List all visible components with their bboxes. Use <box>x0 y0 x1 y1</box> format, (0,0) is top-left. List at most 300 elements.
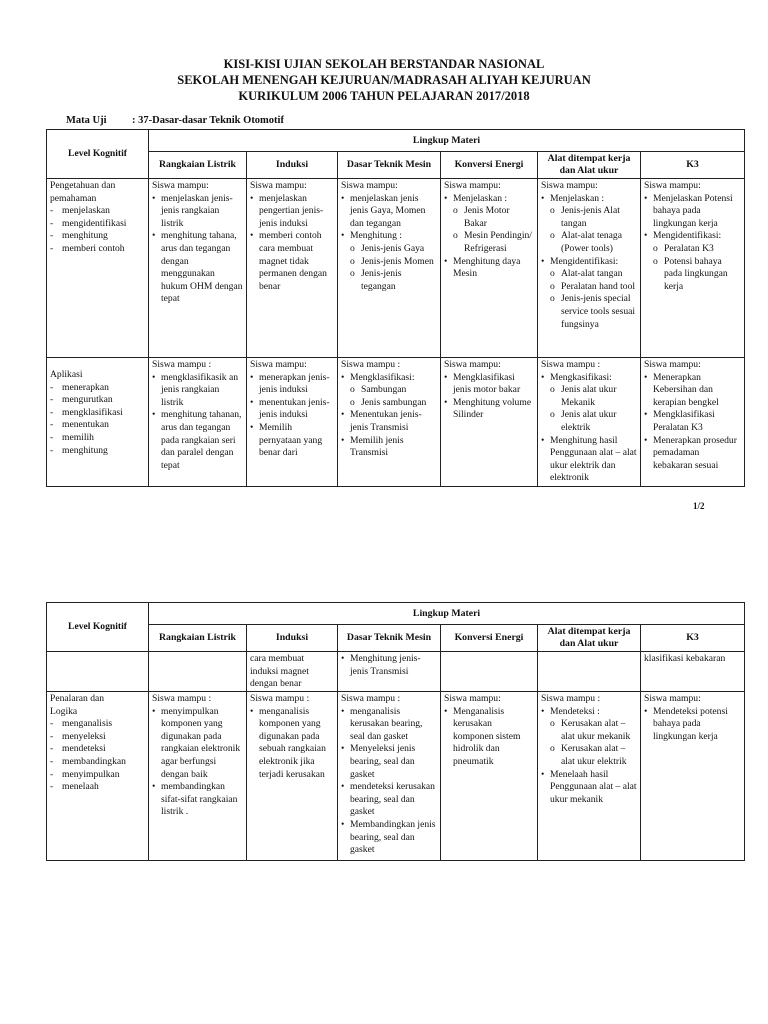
item-text: mendeteksi <box>62 743 106 755</box>
dash-icon: - <box>50 718 54 730</box>
bullet-icon: • <box>341 371 345 383</box>
col-header-rangkaian-listrik: Rangkaian Listrik <box>149 625 247 652</box>
circle-bullet-icon: o <box>550 718 555 730</box>
bullet-icon: • <box>644 371 648 383</box>
bullet-item <box>444 372 534 397</box>
item-text: Menganalisis kerusakan komponen sistem hidrolik dan pneumatik <box>453 705 521 767</box>
level-kognitif-header: Level Kognitif <box>47 130 149 179</box>
content-cell <box>441 358 538 487</box>
sub-item <box>541 743 637 768</box>
content-cell <box>538 179 641 358</box>
item-text: membandingkan sifat-sifat rangkaian listrik . <box>161 781 238 818</box>
item-text: menerapkan <box>62 381 109 393</box>
item-text: memberi contoh <box>62 242 125 254</box>
item-text: Potensi bahaya pada lingkungan kerja <box>664 255 728 292</box>
lingkup-materi-header: Lingkup Materi <box>149 130 745 152</box>
bullet-item <box>341 706 437 744</box>
cell-text: Siswa mampu: <box>444 359 501 370</box>
doc-title-line-2: SEKOLAH MENENGAH KEJURUAN/MADRASAH ALIYAH KEJURUAN <box>177 73 591 87</box>
col-header-alat-ukur: Alat ditempat kerja dan Alat ukur <box>538 625 641 652</box>
col-header-dasar-teknik-mesin: Dasar Teknik Mesin <box>338 152 441 179</box>
bullet-item <box>250 193 334 231</box>
level-cell <box>47 179 149 358</box>
item-text: Menentukan jenis-jenis Transmisi <box>350 409 422 433</box>
sub-item <box>444 205 534 230</box>
subject-line <box>66 115 284 126</box>
item-text: mengklasifikasik an jenis rangkaian listrik <box>161 371 238 408</box>
item-text: mengklasifikasi <box>62 406 123 418</box>
bullet-item <box>541 372 637 385</box>
bullet-item <box>444 193 534 206</box>
bullet-icon: • <box>644 434 648 446</box>
bullet-icon: • <box>341 192 345 204</box>
item-text: menelaah <box>62 781 99 793</box>
item-text: Menghitung daya Mesin <box>453 255 521 280</box>
bullet-icon: • <box>250 192 254 204</box>
sub-item <box>644 243 741 256</box>
dash-icon: - <box>50 205 54 217</box>
item-text: Menghitung volume Silinder <box>453 396 532 421</box>
cell-text: Siswa mampu: <box>644 693 701 704</box>
bullet-icon: • <box>444 192 448 204</box>
sub-item <box>341 268 437 293</box>
content-cell <box>338 179 441 358</box>
bullet-item <box>541 435 637 485</box>
level-kognitif-header: Level Kognitif <box>47 603 149 652</box>
bullet-icon: • <box>644 230 648 242</box>
dash-icon: - <box>50 743 54 755</box>
item-text: Mengidentifikasi: <box>653 230 722 242</box>
bullet-icon: • <box>341 781 345 793</box>
item-text: mengidentifikasi <box>62 217 127 229</box>
item-text: Membandingkan jenis bearing, seal dan gasket <box>350 818 436 856</box>
circle-bullet-icon: o <box>550 384 555 396</box>
circle-bullet-icon: o <box>350 396 355 408</box>
dash-item <box>50 205 145 218</box>
dash-item <box>50 432 145 445</box>
dash-icon: - <box>50 217 54 229</box>
dash-icon: - <box>50 242 54 254</box>
bullet-icon: • <box>152 230 156 242</box>
subject-value: : 37-Dasar-dasar Teknik Otomotif <box>132 115 284 126</box>
item-text: membandingkan <box>62 755 126 767</box>
cell-text: Siswa mampu : <box>250 693 310 704</box>
bullet-item <box>541 193 637 206</box>
sub-item <box>541 718 637 743</box>
sub-item <box>341 243 437 256</box>
item-text: Jenis Motor Bakar <box>464 205 510 229</box>
item-text: Menerapkan Kebersihan dan kerapian bengkel <box>653 371 719 408</box>
cell-text: Siswa mampu : <box>541 693 601 704</box>
bullet-icon: • <box>250 421 254 433</box>
item-text: menentukan <box>62 419 109 431</box>
item-text: menerapkan jenis-jenis induksi <box>259 371 330 396</box>
dash-item <box>50 769 145 782</box>
circle-bullet-icon: o <box>350 384 355 396</box>
bullet-icon: • <box>541 434 545 446</box>
bullet-icon: • <box>152 192 156 204</box>
bullet-icon: • <box>644 192 648 204</box>
item-text: menyeleksi <box>62 730 106 742</box>
item-text: menghitung <box>62 444 108 456</box>
item-text: Jenis alat ukur elektrik <box>561 409 617 433</box>
content-cell <box>538 652 641 692</box>
bullet-item <box>341 819 437 857</box>
item-text: menyimpulkan komponen yang digunakan pada rangkaian elektronik agar berfungsi dengan baik <box>161 705 241 780</box>
cell-text: Siswa mampu: <box>152 180 209 191</box>
bullet-icon: • <box>341 434 345 446</box>
col-header-dasar-teknik-mesin: Dasar Teknik Mesin <box>338 625 441 652</box>
dash-item <box>50 718 145 731</box>
col-header-k3: K3 <box>641 625 745 652</box>
bullet-icon: • <box>341 230 345 242</box>
col-header-alat-ukur: Alat ditempat kerja dan Alat ukur <box>538 152 641 179</box>
sub-item <box>541 293 637 331</box>
item-text: Mengkasifikasi: <box>550 371 612 383</box>
bullet-icon: • <box>541 192 545 204</box>
item-text: menjelaskan pengertian jenis-jenis induksi <box>259 192 324 229</box>
bullet-item <box>644 230 741 243</box>
item-text: menjelaskan <box>62 205 110 217</box>
bullet-item <box>250 397 334 422</box>
content-cell <box>641 358 745 487</box>
sub-item <box>541 230 637 255</box>
content-cell <box>641 179 745 358</box>
level-cell <box>47 652 149 692</box>
cell-text: Siswa mampu : <box>341 693 401 704</box>
bullet-item <box>250 372 334 397</box>
bullet-icon: • <box>152 409 156 421</box>
item-text: Kerusakan alat – alat ukur mekanik <box>561 718 631 742</box>
bullet-item <box>152 372 243 410</box>
bullet-item <box>152 193 243 231</box>
cell-text: klasifikasi kebakaran <box>644 653 726 664</box>
sub-item <box>644 256 741 294</box>
content-cell <box>247 652 338 692</box>
item-text: Menghitung jenis-jenis Transmisi <box>350 653 421 677</box>
subject-label: Mata Uji <box>66 115 107 126</box>
item-text: Jenis alat ukur Mekanik <box>561 384 617 408</box>
cell-text: Siswa mampu: <box>341 180 398 191</box>
circle-bullet-icon: o <box>453 230 458 242</box>
item-text: Menelaah hasil Penggunaan alat – alat ukur mekanik <box>550 768 637 805</box>
content-cell <box>247 358 338 487</box>
bullet-item <box>341 409 437 434</box>
level-cell <box>47 692 149 861</box>
item-text: mengurutkan <box>62 394 113 406</box>
bullet-item <box>644 372 741 410</box>
circle-bullet-icon: o <box>653 242 658 254</box>
sub-item <box>541 268 637 281</box>
cell-text: Siswa mampu: <box>250 359 307 370</box>
dash-item <box>50 243 145 256</box>
page-number: 1/2 <box>693 501 705 511</box>
content-cell <box>247 179 338 358</box>
sub-item <box>444 230 534 255</box>
item-text: Mengklasifikasi jenis motor bakar <box>453 371 521 396</box>
col-header-konversi-energi: Konversi Energi <box>441 152 538 179</box>
circle-bullet-icon: o <box>350 268 355 280</box>
item-text: menganalisis kerusakan bearing, seal dan gasket <box>350 705 423 742</box>
bullet-icon: • <box>541 705 545 717</box>
cell-text: Siswa mampu : <box>152 693 212 704</box>
circle-bullet-icon: o <box>453 205 458 217</box>
table-row-penalaran <box>47 692 745 861</box>
sub-item <box>541 281 637 294</box>
col-header-rangkaian-listrik: Rangkaian Listrik <box>149 152 247 179</box>
bullet-item <box>152 706 243 782</box>
item-text: menjelaskan jenis jenis Gaya, Momen dan tegangan <box>350 192 426 229</box>
dash-icon: - <box>50 444 54 456</box>
item-text: Jenis-jenis tegangan <box>361 268 402 292</box>
bullet-icon: • <box>152 705 156 717</box>
cell-text: Siswa mampu : <box>541 359 601 370</box>
item-text: menghitung <box>62 230 108 242</box>
col-header-konversi-energi: Konversi Energi <box>441 625 538 652</box>
bullet-item <box>250 422 334 460</box>
bullet-icon: • <box>644 705 648 717</box>
item-text: Alat-alat tenaga (Power tools) <box>561 230 622 254</box>
bullet-icon: • <box>541 768 545 780</box>
item-text: menentukan jenis-jenis induksi <box>259 396 330 421</box>
item-text: menganalisis komponen yang digunakan pada sebuah rangkaian elektronik jika terjadi kerusakan <box>259 705 326 780</box>
bullet-icon: • <box>152 371 156 383</box>
item-text: Jenis sambungan <box>361 396 427 408</box>
bullet-icon: • <box>250 371 254 383</box>
bullet-icon: • <box>250 705 254 717</box>
dash-item <box>50 407 145 420</box>
item-text: menyimpulkan <box>62 768 120 780</box>
dash-icon: - <box>50 431 54 443</box>
bullet-icon: • <box>541 255 545 267</box>
content-cell <box>441 692 538 861</box>
item-text: Menjelaskan : <box>453 192 508 204</box>
item-text: menghitung tahana, arus dan tegangan dengan menggunakan hukum OHM dengan tepat <box>161 230 243 305</box>
circle-bullet-icon: o <box>350 242 355 254</box>
content-cell <box>338 692 441 861</box>
sub-item <box>541 205 637 230</box>
item-text: menjelaskan jenis-jenis rangkaian listrik <box>161 192 233 229</box>
dash-item <box>50 394 145 407</box>
bullet-item <box>644 706 741 744</box>
bullet-icon: • <box>541 371 545 383</box>
cell-text: pemahaman <box>50 192 97 204</box>
bullet-item <box>152 230 243 306</box>
bullet-icon: • <box>341 818 345 830</box>
item-text: Alat-alat tangan <box>561 268 623 280</box>
item-text: Memilih pernyataan yang benar dari <box>259 421 323 459</box>
content-cell <box>149 652 247 692</box>
bullet-item <box>152 781 243 819</box>
cell-text: cara membuat induksi magnet dengan benar <box>250 653 309 690</box>
cell-text: Aplikasi <box>50 369 83 380</box>
sub-item <box>541 409 637 434</box>
dash-item <box>50 218 145 231</box>
dash-item <box>50 445 145 458</box>
item-text: Jenis-jenis Alat tangan <box>561 205 620 229</box>
circle-bullet-icon: o <box>550 205 555 217</box>
item-text: memilih <box>62 431 94 443</box>
bullet-icon: • <box>644 409 648 421</box>
cell-text: Logika <box>50 705 78 717</box>
item-text: Menghitung : <box>350 230 402 242</box>
dash-item <box>50 382 145 395</box>
dash-item <box>50 756 145 769</box>
bullet-item <box>444 397 534 422</box>
item-text: Menyeleksi jenis bearing, seal dan gasket <box>350 743 416 780</box>
table-row-continuation <box>47 652 745 692</box>
cell-text: Siswa mampu: <box>444 693 501 704</box>
bullet-icon: • <box>444 396 448 408</box>
item-text: Mendeteksi : <box>550 705 600 717</box>
circle-bullet-icon: o <box>550 409 555 421</box>
dash-icon: - <box>50 755 54 767</box>
col-header-induksi: Induksi <box>247 152 338 179</box>
doc-title-line-3: KURIKULUM 2006 TAHUN PELAJARAN 2017/2018 <box>238 89 530 103</box>
dash-icon: - <box>50 419 54 431</box>
circle-bullet-icon: o <box>550 743 555 755</box>
item-text: Sambungan <box>361 384 407 396</box>
content-cell <box>538 692 641 861</box>
sub-item <box>341 256 437 269</box>
circle-bullet-icon: o <box>350 255 355 267</box>
cell-text: Siswa mampu : <box>152 359 212 370</box>
table-row-aplikasi <box>47 358 745 487</box>
bullet-icon: • <box>250 230 254 242</box>
content-cell <box>149 358 247 487</box>
col-header-k3: K3 <box>641 152 745 179</box>
doc-title-line-1: KISI-KISI UJIAN SEKOLAH BERSTANDAR NASIONAL <box>223 57 545 71</box>
kisi-kisi-table-page-1 <box>46 129 745 487</box>
bullet-item <box>341 743 437 781</box>
bullet-icon: • <box>444 705 448 717</box>
dash-item <box>50 419 145 432</box>
cell-text: Siswa mampu: <box>644 359 701 370</box>
circle-bullet-icon: o <box>550 293 555 305</box>
lingkup-materi-header: Lingkup Materi <box>149 603 745 625</box>
dash-item <box>50 230 145 243</box>
item-text: Jenis-jenis special service tools sesuai fungsinya <box>561 293 636 330</box>
bullet-icon: • <box>444 255 448 267</box>
bullet-icon: • <box>152 781 156 793</box>
item-text: Peralatan hand tool <box>561 280 636 292</box>
item-text: Menerapkan prosedur pemadaman kebakaran sesuai <box>653 434 737 471</box>
bullet-item <box>644 193 741 231</box>
content-cell <box>338 652 441 692</box>
dash-icon: - <box>50 394 54 406</box>
bullet-item <box>341 781 437 819</box>
bullet-item <box>541 706 637 719</box>
item-text: Memilih jenis Transmisi <box>350 434 404 459</box>
item-text: Mesin Pendingin/ Refrigerasi <box>464 230 532 254</box>
col-header-induksi: Induksi <box>247 625 338 652</box>
dash-item <box>50 731 145 744</box>
item-text: Mengklasifikasi: <box>350 371 415 383</box>
bullet-item <box>444 706 534 769</box>
item-text: Peralatan K3 <box>664 242 714 254</box>
item-text: Jenis-jenis Gaya <box>361 242 425 254</box>
bullet-item <box>341 193 437 231</box>
bullet-item <box>644 435 741 473</box>
bullet-item <box>152 409 243 472</box>
cell-text: Siswa mampu: <box>541 180 598 191</box>
bullet-item <box>644 409 741 434</box>
content-cell <box>338 358 441 487</box>
item-text: Mengidentifikasi: <box>550 255 619 267</box>
sub-item <box>541 384 637 409</box>
dash-icon: - <box>50 406 54 418</box>
bullet-icon: • <box>444 371 448 383</box>
sub-item <box>341 384 437 397</box>
bullet-item <box>541 769 637 807</box>
cell-text: Pengetahuan dan <box>50 180 116 191</box>
cell-text: Siswa mampu: <box>644 180 701 191</box>
bullet-item <box>341 372 437 385</box>
dash-icon: - <box>50 381 54 393</box>
dash-item <box>50 743 145 756</box>
bullet-icon: • <box>250 396 254 408</box>
circle-bullet-icon: o <box>550 268 555 280</box>
dash-item <box>50 781 145 794</box>
dash-icon: - <box>50 230 54 242</box>
item-text: Mendeteksi potensi bahaya pada lingkungan kerja <box>653 705 728 742</box>
content-cell <box>538 358 641 487</box>
cell-text: Siswa mampu : <box>341 359 401 370</box>
bullet-item <box>250 230 334 293</box>
bullet-item <box>541 256 637 269</box>
kisi-kisi-table-page-2 <box>46 602 745 861</box>
bullet-icon: • <box>341 653 345 664</box>
content-cell <box>247 692 338 861</box>
content-cell <box>441 652 538 692</box>
item-text: Menghitung hasil Penggunaan alat – alat ukur elektrik dan elektronik <box>550 434 637 484</box>
bullet-item <box>341 230 437 243</box>
level-cell <box>47 358 149 487</box>
sub-item <box>341 397 437 410</box>
content-cell <box>149 179 247 358</box>
content-cell <box>441 179 538 358</box>
bullet-item <box>341 435 437 460</box>
item-text: mendeteksi kerusakan bearing, seal dan gasket <box>350 781 435 818</box>
circle-bullet-icon: o <box>550 230 555 242</box>
content-cell <box>641 692 745 861</box>
table-row-pengetahuan <box>47 179 745 358</box>
circle-bullet-icon: o <box>653 255 658 267</box>
cell-text: Siswa mampu: <box>444 180 501 191</box>
item-text: Menjelaskan Potensi bahaya pada lingkungan kerja <box>653 192 733 229</box>
item-text: memberi contoh cara membuat magnet tidak permanen dengan benar <box>259 230 327 292</box>
bullet-icon: • <box>341 705 345 717</box>
dash-icon: - <box>50 768 54 780</box>
item-text: Kerusakan alat – alat ukur elektrik <box>561 743 627 767</box>
cell-text: Siswa mampu: <box>250 180 307 191</box>
content-cell <box>641 652 745 692</box>
item-text: menghitung tahanan, arus dan tegangan pada rangkaian seri dan paralel dengan tepat <box>161 409 242 471</box>
bullet-item <box>444 256 534 281</box>
bullet-item <box>250 706 334 782</box>
dash-icon: - <box>50 781 54 793</box>
bullet-item <box>341 653 437 678</box>
item-text: Mengklasifikasi Peralatan K3 <box>653 409 715 433</box>
content-cell <box>149 692 247 861</box>
bullet-icon: • <box>341 743 345 755</box>
item-text: Jenis-jenis Momen <box>361 255 434 267</box>
cell-text: Penalaran dan <box>50 693 105 704</box>
item-text: menganalisis <box>62 718 113 730</box>
bullet-icon: • <box>341 409 345 421</box>
circle-bullet-icon: o <box>550 280 555 292</box>
item-text: Menjelaskan : <box>550 192 605 204</box>
